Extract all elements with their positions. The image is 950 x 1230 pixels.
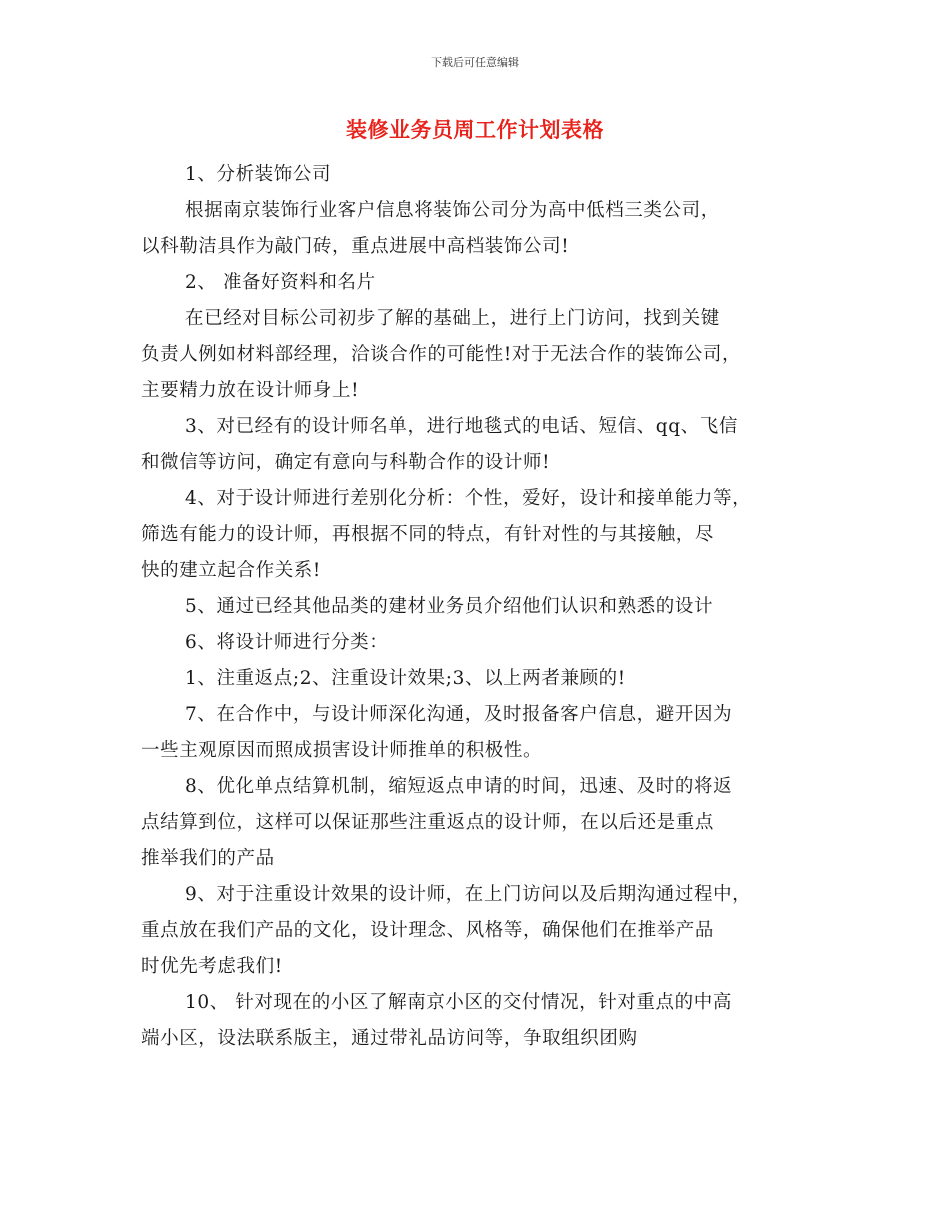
paragraph-line: 负责人例如材料部经理，洽谈合作的可能性!对于无法合作的装饰公司，: [141, 344, 742, 365]
paragraph-line: 推举我们的产品: [141, 848, 275, 869]
paragraph-line: 重点放在我们产品的文化，设计理念、风格等，确保他们在推举产品: [141, 920, 715, 941]
paragraph-line: 快的建立起合作关系!: [141, 560, 321, 581]
paragraph-11: [141, 769, 821, 877]
paragraph-line: 和微信等访问，确定有意向与科勒合作的设计师!: [141, 452, 551, 473]
paragraph-6: [141, 481, 821, 589]
paragraph-line: 7、在合作中，与设计师深化沟通，及时报备客户信息，避开因为: [185, 704, 733, 725]
paragraph-line: 点结算到位，这样可以保证那些注重返点的设计师，在以后还是重点: [141, 812, 715, 833]
paragraph-line: 10、 针对现在的小区了解南京小区的交付情况，针对重点的中高: [185, 992, 732, 1013]
header-note: 下载后可任意编辑: [431, 56, 519, 69]
paragraph-10: [141, 697, 821, 769]
paragraph-line: 4、对于设计师进行差别化分析：个性，爱好，设计和接单能力等，: [185, 488, 752, 509]
paragraph-5: [141, 409, 821, 481]
paragraph-9: [141, 661, 821, 697]
paragraph-line: 5、通过已经其他品类的建材业务员介绍他们认识和熟悉的设计: [185, 596, 714, 617]
paragraph-line: 6、将设计师进行分类：: [185, 632, 389, 653]
paragraph-line: 根据南京装饰行业客户信息将装饰公司分为高中低档三类公司，: [185, 200, 720, 221]
paragraph-1: [141, 157, 821, 193]
document-body: [141, 157, 821, 1057]
paragraph-line: 1、分析装饰公司: [185, 164, 332, 185]
paragraph-line: 在已经对目标公司初步了解的基础上，进行上门访问，找到关键: [185, 308, 720, 329]
paragraph-2: [141, 193, 821, 265]
paragraph-8: [141, 625, 821, 661]
paragraph-13: [141, 985, 821, 1057]
paragraph-line: 一些主观原因而照成损害设计师推单的积极性。: [141, 740, 543, 761]
paragraph-line: 以科勒洁具作为敲门砖，重点进展中高档装饰公司!: [141, 236, 570, 257]
paragraph-line: 时优先考虑我们!: [141, 956, 283, 977]
paragraph-line: 2、 准备好资料和名片: [185, 272, 376, 293]
paragraph-line: 筛选有能力的设计师，再根据不同的特点，有针对性的与其接触，尽: [141, 524, 715, 545]
paragraph-line: 1、注重返点;2、注重设计效果;3、以上两者兼顾的!: [185, 668, 626, 689]
paragraph-line: 8、优化单点结算机制，缩短返点申请的时间，迅速、及时的将返: [185, 776, 733, 797]
paragraph-3: [141, 265, 821, 301]
paragraph-line: 3、对已经有的设计师名单，进行地毯式的电话、短信、qq、飞信: [185, 416, 738, 437]
paragraph-line: 主要精力放在设计师身上!: [141, 380, 360, 401]
document-title: 装修业务员周工作计划表格: [346, 118, 604, 142]
paragraph-7: [141, 589, 821, 625]
paragraph-line: 9、对于注重设计效果的设计师，在上门访问以及后期沟通过程中，: [185, 884, 752, 905]
paragraph-12: [141, 877, 821, 985]
paragraph-line: 端小区，设法联系版主，通过带礼品访问等，争取组织团购: [141, 1028, 638, 1049]
paragraph-4: [141, 301, 821, 409]
